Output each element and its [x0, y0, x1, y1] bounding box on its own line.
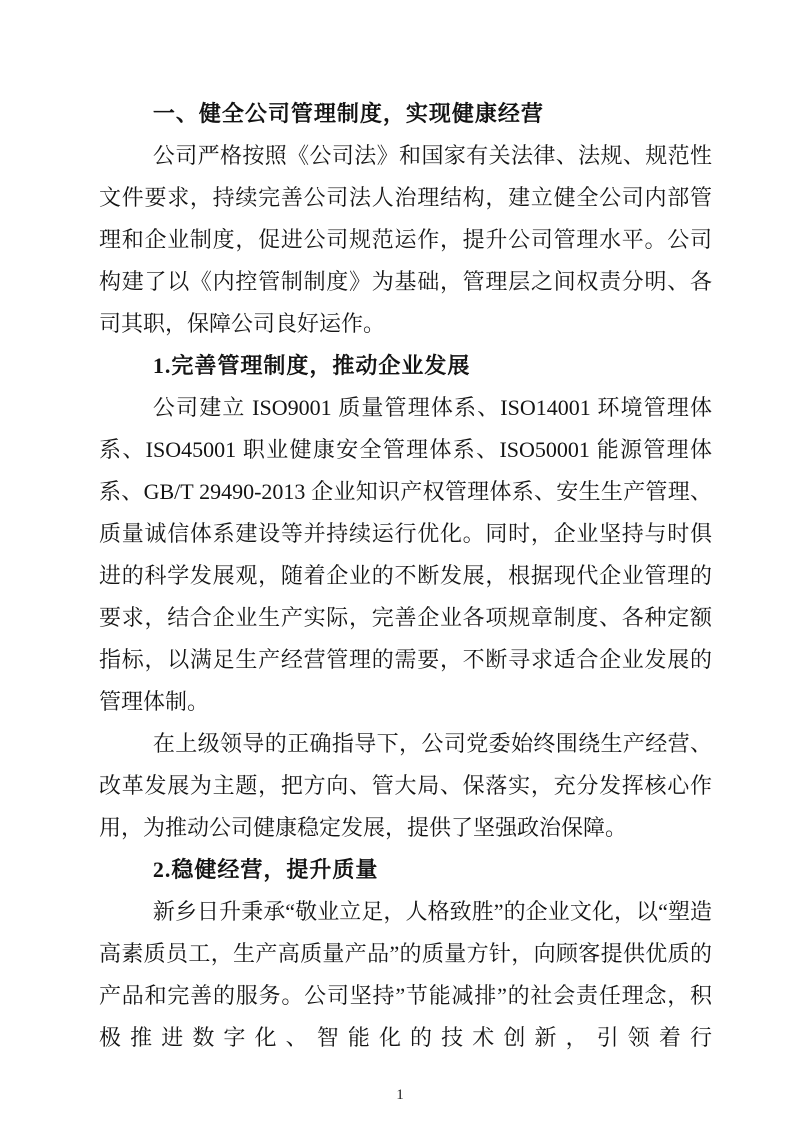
- page-number: 1: [396, 1087, 404, 1103]
- section-heading-3: 2.稳健经营，提升质量: [152, 857, 379, 882]
- paragraph-party-leadership: 在上级领导的正确指导下，公司党委始终围绕生产经营、改革发展为主题，把方向、管大局、保落实，充分发挥核心作用，为推动公司健康稳定发展，提供了坚强政治保障。: [99, 731, 712, 840]
- page-content: [99, 93, 712, 1059]
- paragraph-management-systems: 公司建立 ISO9001 质量管理体系、ISO14001 环境管理体系、ISO45001 职业健康安全管理体系、ISO50001 能源管理体系、GB/T 29490-2013 企业知识产权管理体系、安生生产管理、质量诚信体系建设等并持续运行优化。同时，企业坚持与时俱进的科学发展观，随着企业的不断发展，根据现代企业管理的要求，结合企业生产实际，完善企业各项规章制度、各种定额指标，以满足生产经营管理的需要，不断寻求适合企业发展的管理体制。: [99, 395, 712, 714]
- paragraph-company-governance: 公司严格按照《公司法》和国家有关法律、法规、规范性文件要求，持续完善公司法人治理结构，建立健全公司内部管理和企业制度，促进公司规范运作，提升公司管理水平。公司构建了以《内控管制制度》为基础，管理层之间权责分明、各司其职，保障公司良好运作。: [99, 143, 712, 336]
- paragraph-quality-culture: 新乡日升秉承“敬业立足，人格致胜”的企业文化，以“塑造高素质员工，生产高质量产品”的质量方针，向顾客提供优质的产品和完善的服务。公司坚持”节能减排”的社会责任理念，积极推进数字化、智能化的技术创新，引领着行: [99, 899, 713, 1050]
- section-heading-2: 1.完善管理制度，推动企业发展: [152, 353, 471, 378]
- section-heading-1: 一、健全公司管理制度，实现健康经营: [152, 101, 544, 126]
